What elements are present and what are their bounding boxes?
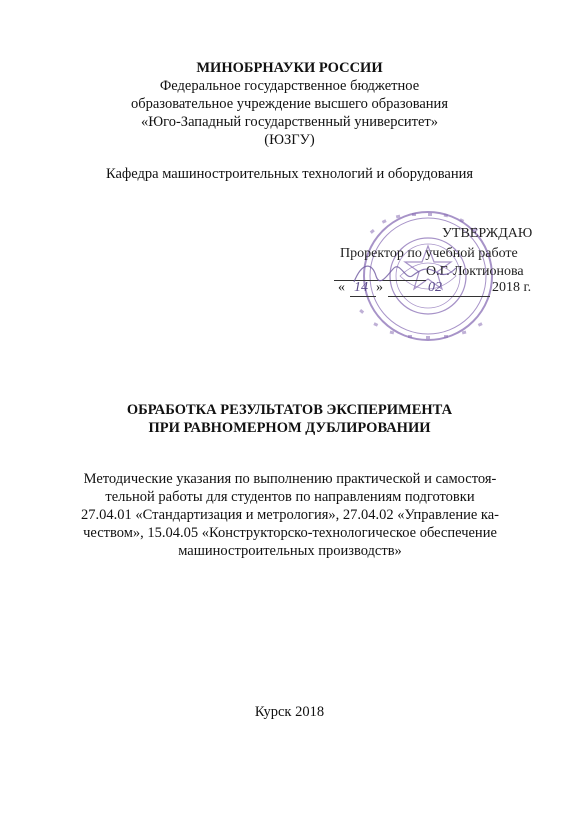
description-line-4: чеством», 15.04.05 «Конструкторско-технологическое обеспечение — [83, 525, 497, 541]
date-open-quote: « — [338, 280, 345, 295]
ministry-name: МИНОБРНАУКИ РОССИИ — [196, 60, 383, 76]
institution-line-1: Федеральное государственное бюджетное — [159, 78, 420, 94]
approval-name: О.Г. Локтионова — [426, 264, 524, 279]
description-line-1: Методические указания по выполнению практической и самостоя- — [83, 471, 497, 487]
institution-line-3: «Юго-Западный государственный университет» — [140, 114, 439, 130]
document-title-line-1: ОБРАБОТКА РЕЗУЛЬТАТОВ ЭКСПЕРИМЕНТА — [126, 402, 453, 418]
approval-block — [330, 210, 579, 345]
document-title-line-2: ПРИ РАВНОМЕРНОМ ДУБЛИРОВАНИИ — [148, 420, 431, 436]
city-year: Курск 2018 — [254, 704, 325, 720]
approval-heading: УТВЕРЖДАЮ — [442, 226, 533, 241]
description-line-5: машиностроительных производств» — [178, 543, 402, 559]
date-month: 02 — [428, 280, 442, 295]
institution-abbrev: (ЮЗГУ) — [264, 132, 315, 148]
date-day: 14 — [354, 280, 368, 295]
date-close-quote: » — [376, 280, 383, 295]
approval-position: Проректор по учебной работе — [340, 246, 518, 261]
date-month-underline — [388, 296, 490, 297]
date-year: 2018 г. — [492, 280, 532, 295]
department-name: Кафедра машиностроительных технологий и оборудования — [105, 166, 474, 182]
date-day-underline — [350, 296, 376, 297]
description-line-2: тельной работы для студентов по направлениям подготовки — [105, 489, 475, 505]
institution-line-2: образовательное учреждение высшего образования — [130, 96, 448, 112]
description-line-3: 27.04.01 «Стандартизация и метрология», 27.04.02 «Управление ка- — [80, 507, 499, 523]
